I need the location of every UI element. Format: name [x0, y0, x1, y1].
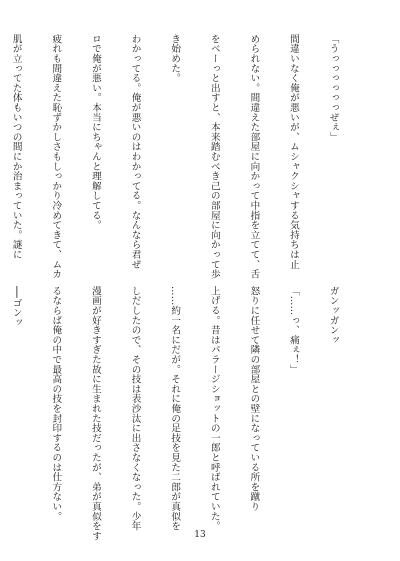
text-line: 「……っ、痛ぇ！」	[287, 286, 299, 375]
text-line: 「うっっっっっっぜぇ」	[327, 34, 339, 142]
text-line: められない。間違えた部屋に向かって中指を立てて、舌	[248, 34, 260, 279]
text-line: ……約一名にだが。それに俺の足技を見た二郎が真似を	[169, 286, 181, 531]
text-line: 怒りに任せて隣の部屋との壁になっている所を蹴り	[248, 286, 260, 512]
text-line: ガンッガンッ	[327, 286, 339, 345]
text-line: るならば俺の中で最高の技を封印するのは仕方ない。	[50, 286, 62, 522]
text-line: ロで俺が悪い。本当にちゃんと理解してる。	[89, 34, 101, 230]
text-line: をベーっと出すと、本来踏むべき己の部屋に向かって歩	[208, 34, 220, 279]
text-line: わかってる。俺が悪いのはわかってる。なんなら君ぜ	[129, 34, 141, 270]
text-line: 漫画が好きすぎた故に生まれた技だったが、弟が真似をす	[89, 286, 101, 541]
page-number: 13	[194, 530, 206, 540]
upper-text-block	[10, 34, 366, 279]
text-line: ──ゴンッ	[10, 286, 22, 328]
text-line: 疲れも間違えた恥ずかしさもしっかり冷めてきて、ムカ	[50, 34, 62, 279]
text-line: 間違いなく俺が悪いが、ムシャクシャする気持ちは止	[287, 34, 299, 270]
text-line: 上げる。昔はパラージショットの一郎と呼ばれていた。	[208, 286, 220, 531]
text-line: しだしたので、その技は表沙汰に出さなくなった。少年	[129, 286, 141, 531]
text-line: き始めた。	[169, 34, 181, 83]
text-line: 肌が立ってた体もいつの間にか治まっていた。謎に	[10, 34, 22, 260]
